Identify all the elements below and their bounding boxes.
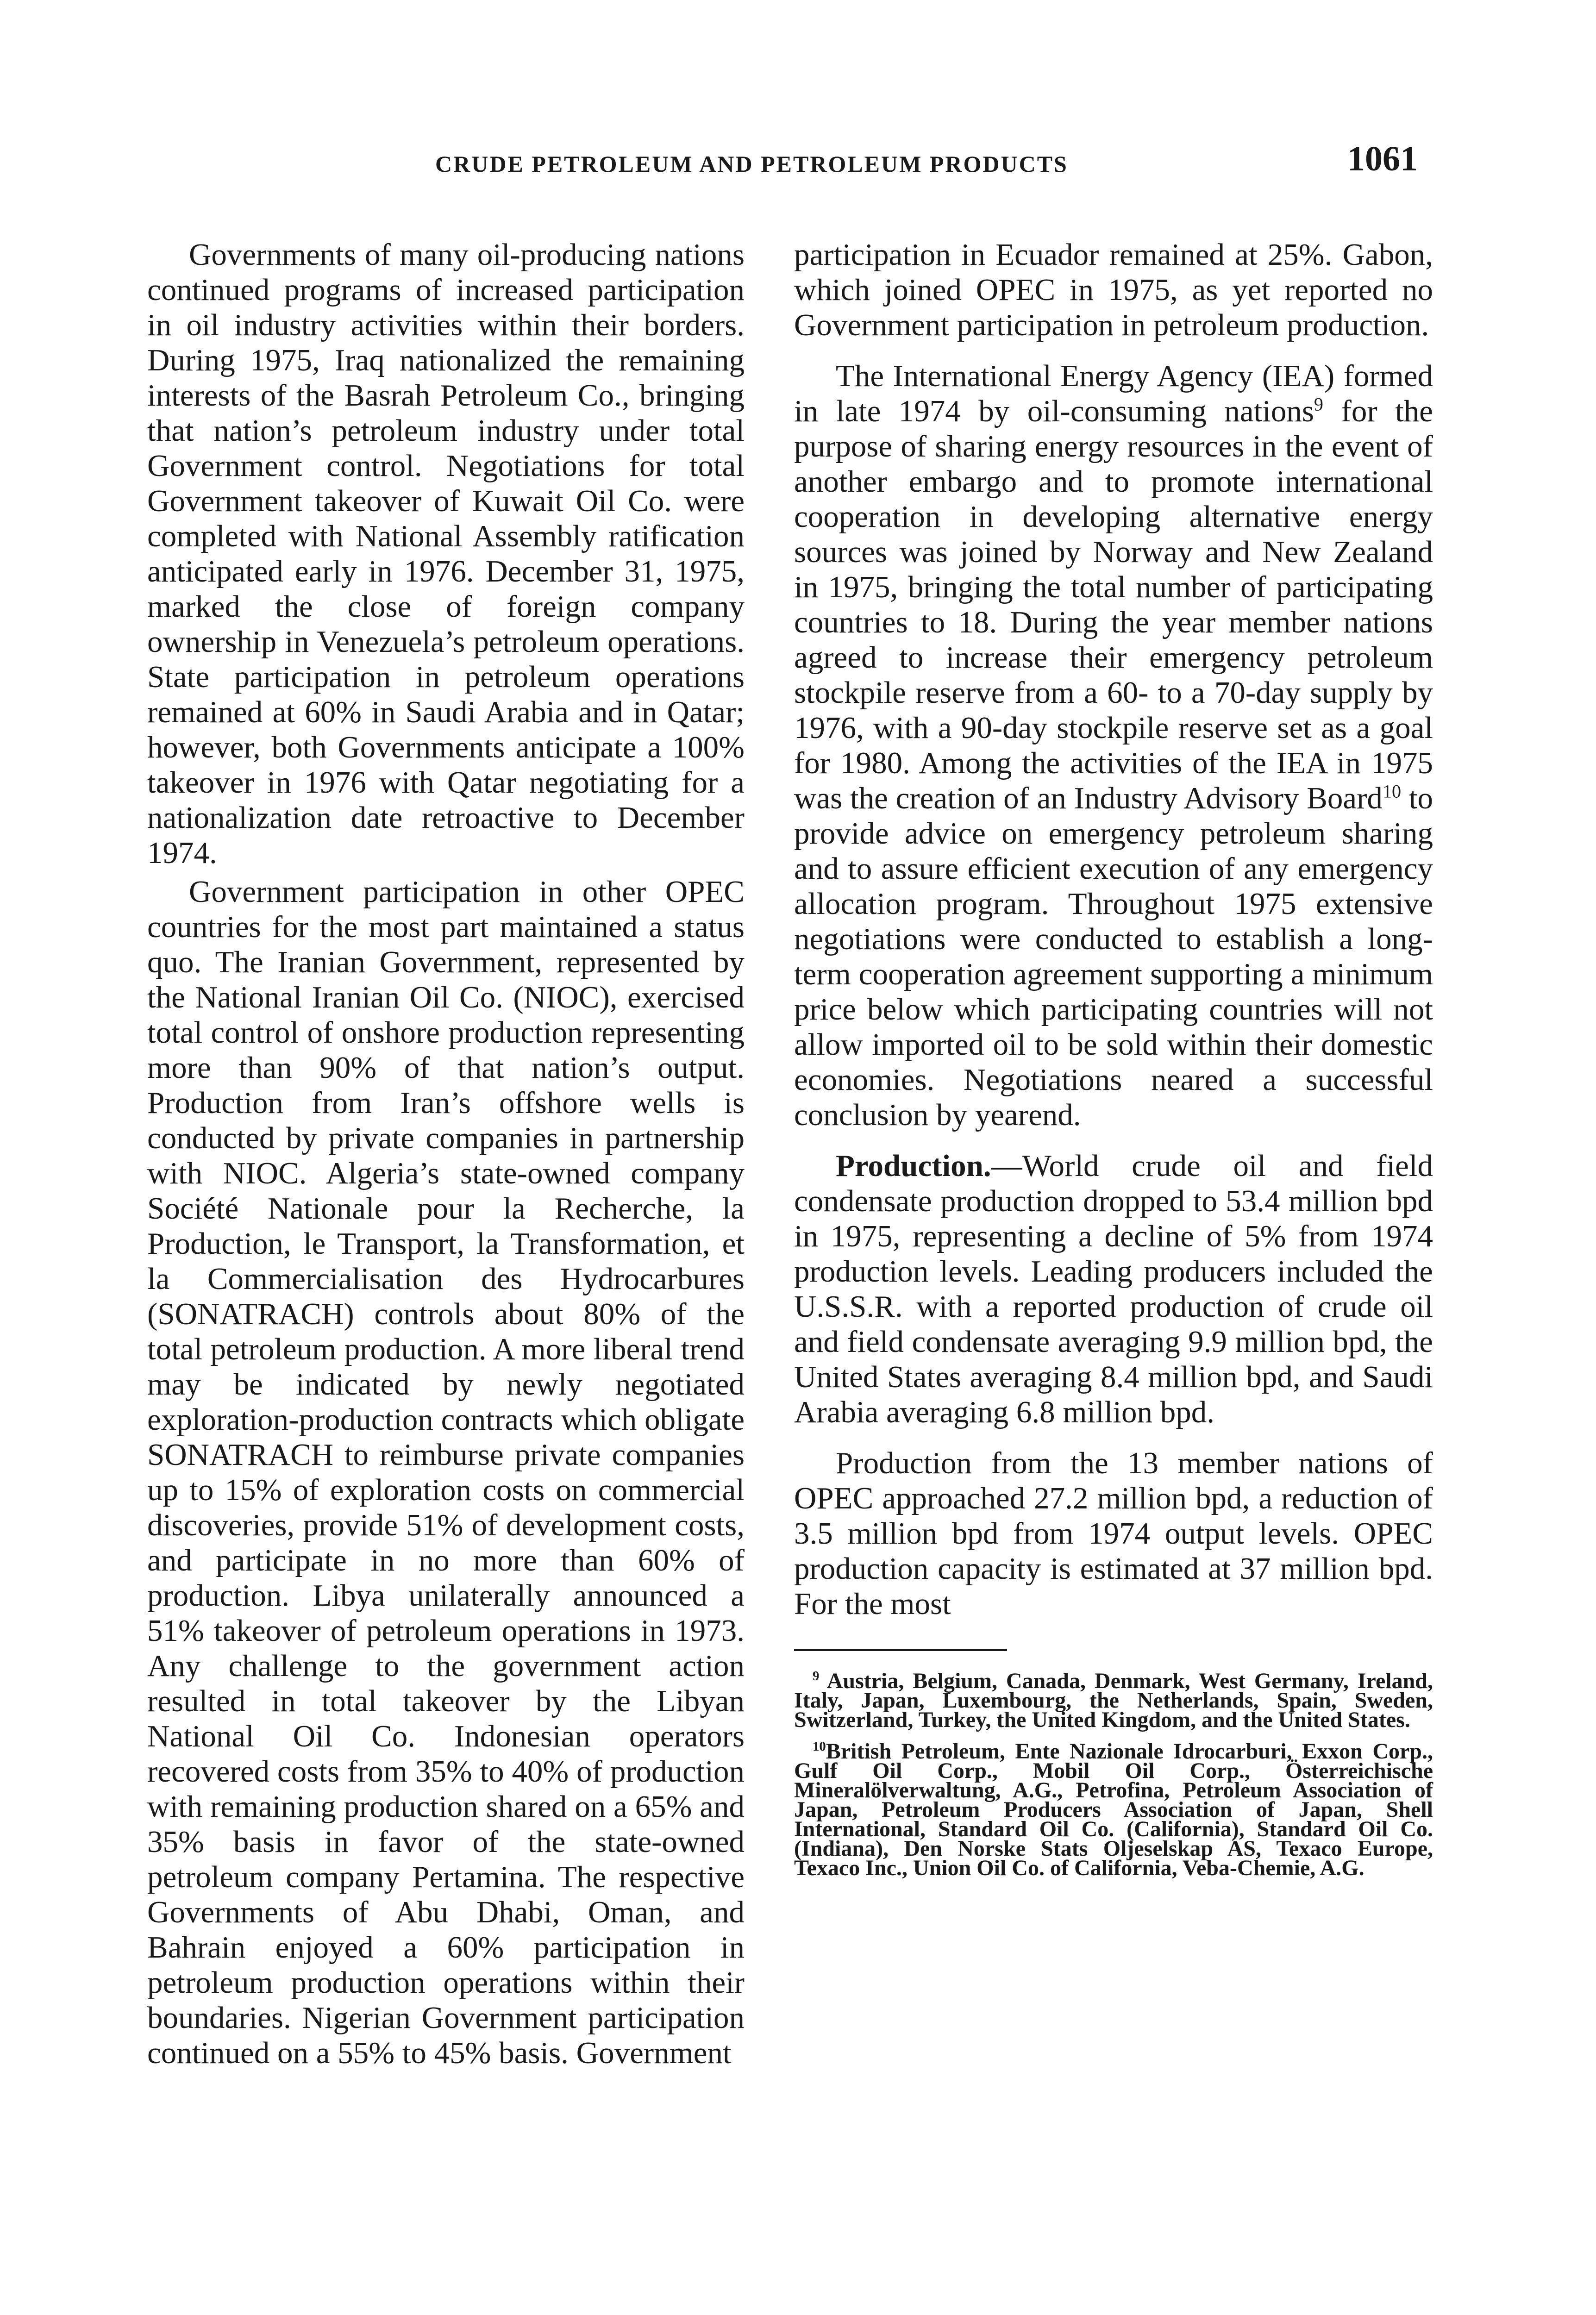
footnote-10-marker: 10 [813,1739,826,1754]
iea-text-start: The International Energy Agency (IEA) formed in late 1974 by oil-consuming nations [794,359,1433,428]
paragraph-continuation: participation in Ecuador remained at 25%. Gabon, which joined OPEC in 1975, as yet reported no Government participation in petroleum production. [794,238,1433,342]
footnote-9-marker: 9 [813,1669,820,1683]
footnote-ref-10: 10 [1382,781,1402,802]
footnote-10 [794,1739,1433,1880]
footnotes [794,1671,1433,1878]
footnote-9-text: Austria, Belgium, Canada, Denmark, West Germany, Ireland, Italy, Japan, Luxembourg, the Netherlands, Spain, Sweden, Switzerland, Turkey, the United Kingdom, and the United States. [794,1669,1433,1732]
footnote-ref-9: 9 [1314,394,1324,415]
footnote-rule [794,1649,1007,1651]
iea-text-middle: for the purpose of sharing energy resources in the event of another embargo and to promote international cooperation in developing alternative energy sources was joined by Norway and New Zealand in 1975, bringing the total number of participating countries to 18. During the year member nations agreed to increase their emergency petroleum stockpile reserve from a 60- to a 70-day supply by 1976, with a 90-day stockpile reserve set as a goal for 1980. Among the activities of the IEA in 1975 was the creation of an Industry Advisory Board [794,394,1433,815]
paragraph-opec-production: Production from the 13 member nations of OPEC approached 27.2 million bpd, a reduction of 3.5 million bpd from 1974 output levels. OPEC production capacity is estimated at 37 million bpd. For the most [794,1446,1433,1621]
paragraph-opec-participation: Government participation in other OPEC countries for the most part maintained a status quo. The Iranian Government, represented by the National Iranian Oil Co. (NIOC), exercised total control of onshore production representing more than 90% of that nation’s output. Production from Iran’s offshore wells is conducted by private companies in partnership with NIOC. Algeria’s state-owned company Société Nationale pour la Recherche, la Production, le Transport, la Transformation, et la Commercialisation des Hydrocarbures (SONATRACH) controls about 80% of the total petroleum production. A more liberal trend may be indicated by newly negotiated exploration-production contracts which obligate SONATRACH to reimburse private companies up to 15% of exploration costs on commercial discoveries, provide 51% of development costs, and participate in no more than 60% of production. Libya unilaterally announced a 51% takeover of petroleum operations in 1973. Any challenge to the government action resulted in total takeover by the Libyan National Oil Co. Indonesian operators recovered costs from 35% to 40% of production with remaining production shared on a 65% and 35% basis in favor of the state-owned petroleum company Pertamina. The respective Governments of Abu Dhabi, Oman, and Bahrain enjoyed a 60% participation in petroleum production operations within their boundaries. Nigerian Government participation continued on a 55% to 45% basis. Government [147,875,745,2070]
running-head: CRUDE PETROLEUM AND PETROLEUM PRODUCTS [435,151,1068,177]
footnote-9 [794,1671,1433,1730]
paragraph-iea [794,358,1433,1132]
paragraph-production [794,1148,1433,1430]
page-number: 1061 [1347,139,1418,178]
paragraph-government-participation: Governments of many oil-producing nations continued programs of increased participation in oil industry activities within their borders. During 1975, Iraq nationalized the remaining interests of the Basrah Petroleum Co., bringing that nation’s petroleum industry under total Government control. Negotiations for total Government takeover of Kuwait Oil Co. were completed with National Assembly ratification anticipated early in 1976. December 31, 1975, marked the close of foreign company ownership in Venezuela’s petroleum operations. State participation in petroleum operations remained at 60% in Saudi Arabia and in Qatar; however, both Governments anticipate a 100% takeover in 1976 with Qatar negotiating for a nationalization date retroactive to December 1974. [147,238,745,870]
right-column [794,237,1433,1878]
production-text: —World crude oil and field condensate production dropped to 53.4 million bpd in 1975, representing a decline of 5% from 1974 production levels. Leading producers included the U.S.S.R. with a reported production of crude oil and field condensate averaging 9.9 million bpd, the United States averaging 8.4 million bpd, and Saudi Arabia averaging 6.8 million bpd. [794,1149,1433,1429]
footnote-10-text: British Petroleum, Ente Nazionale Idrocarburi, Exxon Corp., Gulf Oil Corp., Mobil Oil Corp., Österreichische Mineralölverwaltung, A.G., Petrofina, Petroleum Association of Japan, Petroleum Producers Association of Japan, Shell International, Standard Oil Co. (California), Standard Oil Co. (Indiana), Den Norske Stats Oljeselskap AS, Texaco Europe, Texaco Inc., Union Oil Co. of California, Veba-Chemie, A.G. [794,1739,1433,1880]
left-column [147,237,745,2071]
production-heading: Production. [836,1149,991,1183]
iea-text-end: to provide advice on emergency petroleum sharing and to assure efficient execution of any emergency allocation program. Throughout 1975 extensive negotiations were conducted to establish a long-term cooperation agreement supporting a minimum price below which participating countries will not allow imported oil to be sold within their domestic economies. Negotiations neared a successful conclusion by yearend. [794,781,1433,1132]
